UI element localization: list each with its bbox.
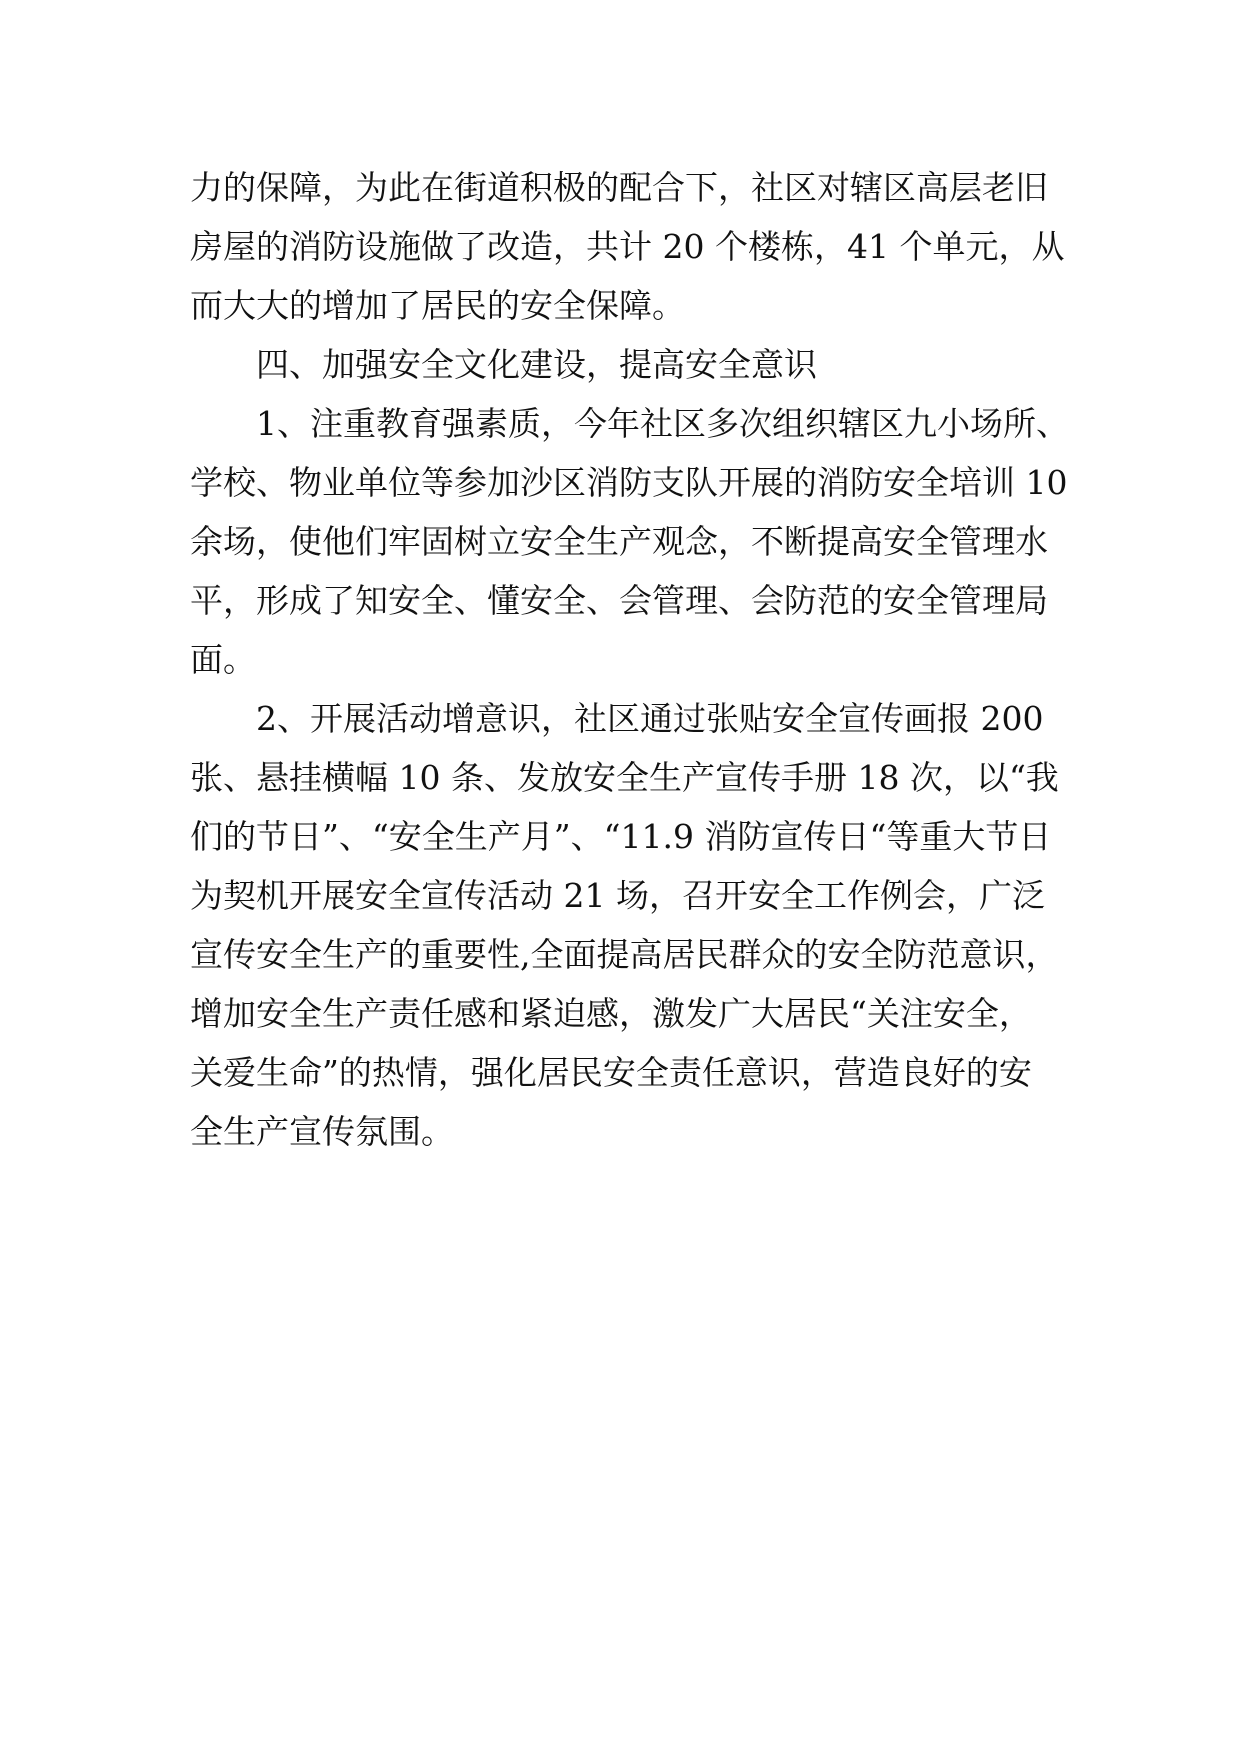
document-body: [190, 158, 1070, 1161]
text-line: 张、悬挂横幅 10 条、发放安全生产宣传手册 18 次，以“我: [190, 758, 1059, 797]
text-line: 为契机开展安全宣传活动 21 场，召开安全工作例会，广泛: [190, 876, 1045, 915]
text-line: 增加安全生产责任感和紧迫感，激发广大居民“关注安全，: [190, 994, 1032, 1033]
paragraph-start: 1、注重教育强素质，今年社区多次组织辖区九小场所、: [256, 404, 1069, 443]
text-line: 余场，使他们牢固树立安全生产观念，不断提高安全管理水: [190, 522, 1048, 561]
paragraph-start: 2、开展活动增意识，社区通过张贴安全宣传画报 200: [256, 699, 1044, 738]
text-line: 房屋的消防设施做了改造，共计 20 个楼栋，41 个单元，从: [190, 227, 1065, 266]
text-line: 们的节日”、“安全生产月”、“11.9 消防宣传日“等重大节日: [190, 817, 1052, 856]
text-line: 学校、物业单位等参加沙区消防支队开展的消防安全培训 10: [190, 463, 1068, 502]
text-line: 而大大的增加了居民的安全保障。: [190, 286, 685, 325]
text-line: 力的保障，为此在街道积极的配合下，社区对辖区高层老旧: [190, 168, 1048, 207]
section-heading: 四、加强安全文化建设，提高安全意识: [256, 345, 817, 384]
text-line: 面。: [190, 640, 256, 679]
text-line: 宣传安全生产的重要性,全面提高居民群众的安全防范意识，: [190, 935, 1059, 974]
text-line: 全生产宣传氛围。: [190, 1112, 454, 1151]
text-line: 平，形成了知安全、懂安全、会管理、会防范的安全管理局: [190, 581, 1048, 620]
text-line: 关爱生命”的热情，强化居民安全责任意识，营造良好的安: [190, 1053, 1032, 1092]
